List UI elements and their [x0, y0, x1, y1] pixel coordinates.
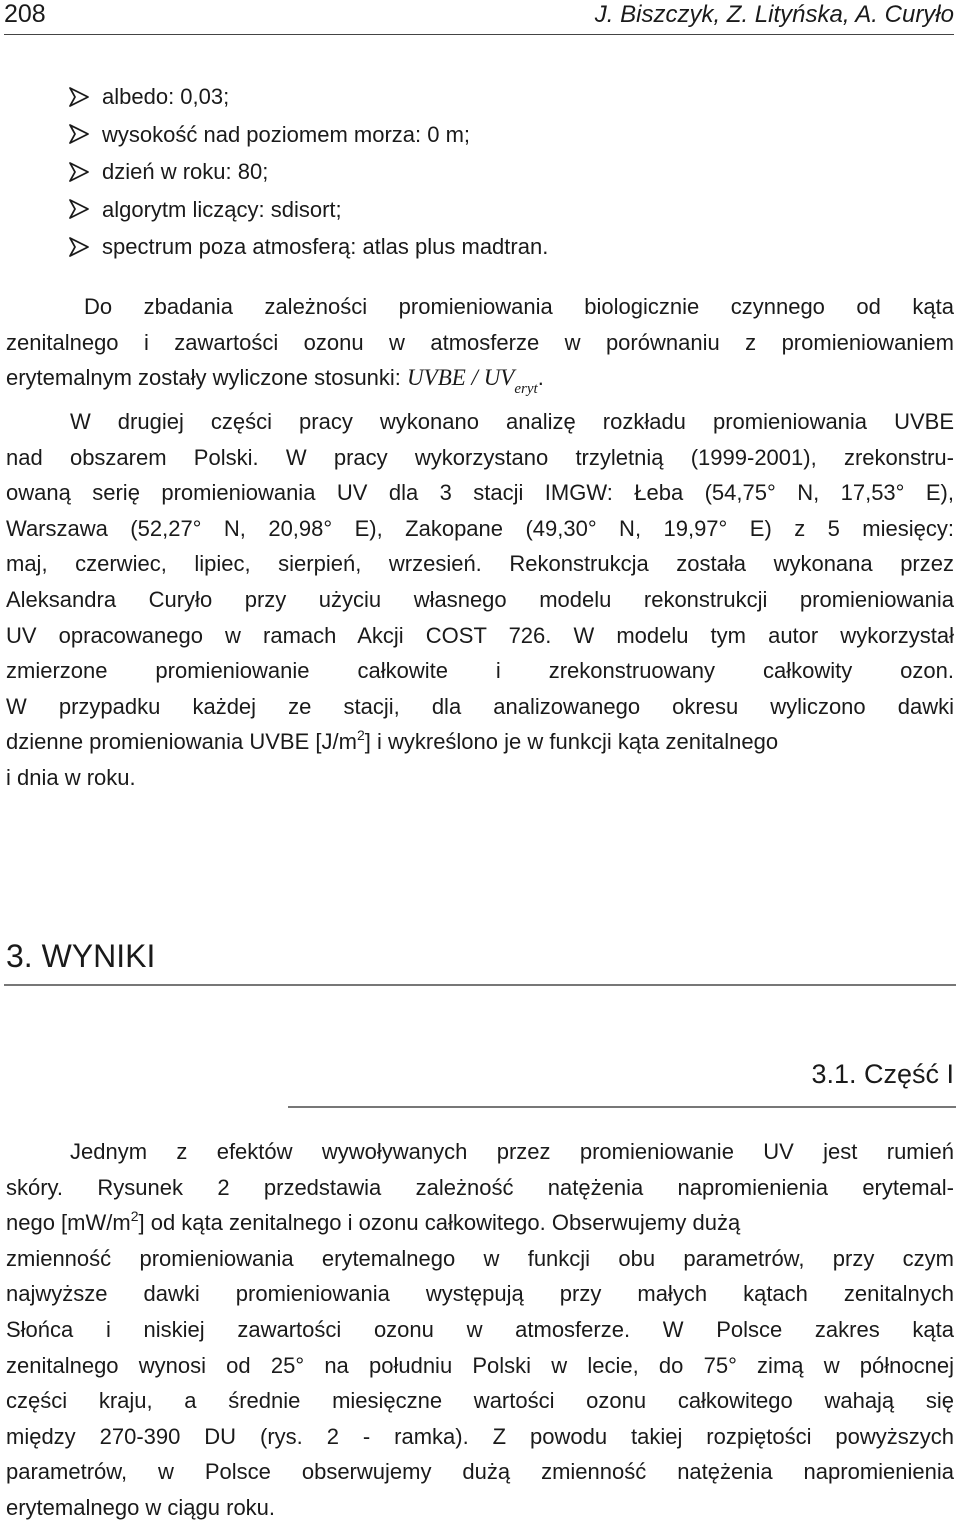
- list-item-text: algorytm liczący: sdisort;: [102, 196, 342, 222]
- formula-main: UVBE / UV: [407, 365, 515, 391]
- list-item: [68, 228, 548, 266]
- text-line: Warszawa (52,27° N, 20,98° E), Zakopane (49,30° N, 19,97° E) z 5 miesięcy:: [6, 515, 954, 541]
- text-line: zenitalnego i zawartości ozonu w atmosferze w porównaniu z promieniowaniem: [6, 329, 954, 355]
- text-line: maj, czerwiec, lipiec, sierpień, wrzesień. Rekonstrukcja została wykonana przez: [6, 551, 954, 577]
- header-rule: [4, 34, 954, 35]
- arrow-bullet-icon: [68, 161, 92, 183]
- text-line: UV opracowanego w ramach Akcji COST 726. W modelu tym autor wykorzystał: [6, 622, 954, 648]
- section-heading: 3. WYNIKI: [6, 938, 156, 974]
- text-line: owaną serię promieniowania UV dla 3 stacji IMGW: Łeba (54,75° N, 17,53° E),: [6, 480, 954, 506]
- arrow-bullet-icon: [68, 236, 92, 258]
- text-line: zenitalnego wynosi od 25° na południu Polski w lecie, do 75° zimą w północnej: [6, 1352, 954, 1378]
- text-line: skóry. Rysunek 2 przedstawia zależność natężenia napromienienia erytemal-: [6, 1174, 954, 1200]
- text-line-start: erytemalnym zostały wyliczone stosunki:: [6, 365, 401, 391]
- list-item: [68, 153, 548, 191]
- list-item: [68, 116, 548, 154]
- text-line-start: dzienne promieniowania UVBE [J/m: [6, 729, 357, 755]
- list-item: [68, 78, 548, 116]
- arrow-bullet-icon: [68, 86, 92, 108]
- text-line: i dnia w roku.: [6, 764, 136, 790]
- text-line: W drugiej części pracy wykonano analizę rozkładu promieniowania UVBE: [70, 409, 954, 434]
- text-line: Do zbadania zależności promieniowania biologicznie czynnego od kąta: [84, 294, 954, 319]
- list-item: [68, 191, 548, 229]
- text-line: parametrów, w Polsce obserwujemy dużą zmienność natężenia napromienienia: [6, 1459, 954, 1485]
- text-line: Jednym z efektów wywoływanych przez promieniowanie UV jest rumień: [70, 1139, 954, 1164]
- text-line: zmienność promieniowania erytemalnego w funkcji obu parametrów, przy czym: [6, 1245, 954, 1271]
- text-line: części kraju, a średnie miesięczne wartości ozonu całkowitego wahają się: [6, 1388, 954, 1414]
- paragraph-results: [6, 1134, 954, 1526]
- list-item-text: wysokość nad poziomem morza: 0 m;: [102, 121, 471, 147]
- bullet-list: [68, 78, 548, 266]
- paragraph-data: [6, 404, 954, 796]
- section-rule: [4, 984, 956, 986]
- running-head: J. Biszczyk, Z. Lityńska, A. Curyło: [594, 1, 954, 28]
- list-item-text: albedo: 0,03;: [102, 84, 230, 109]
- text-line-end: ] od kąta zenitalnego i ozonu całkowitego. Obserwujemy dużą: [138, 1210, 741, 1236]
- text-line: między 270-390 DU (rys. 2 - ramka). Z powodu takiej rozpiętości powyższych: [6, 1423, 954, 1449]
- text-line: [6, 724, 954, 760]
- text-line: erytemalnego w ciągu roku.: [6, 1494, 276, 1520]
- superscript: 2: [356, 727, 365, 744]
- text-line: Aleksandra Curyło przy użyciu własnego modelu rekonstrukcji promieniowania: [6, 586, 954, 612]
- subsection-rule: [288, 1106, 956, 1108]
- text-line: najwyższe dawki promieniowania występują przy małych kątach zenitalnych: [6, 1281, 954, 1307]
- superscript: 2: [130, 1208, 139, 1225]
- subsection-heading: 3.1. Część I: [811, 1059, 954, 1089]
- text-line: [6, 1205, 954, 1241]
- text-line: nad obszarem Polski. W pracy wykorzystano trzyletnią (1999-2001), zrekonstru-: [6, 444, 954, 470]
- ratio-formula: [407, 365, 538, 398]
- list-item-text: spectrum poza atmosferą: atlas plus madtran.: [102, 234, 549, 259]
- arrow-bullet-icon: [68, 198, 92, 220]
- text-line-end: ] i wykreślono je w funkcji kąta zenitalnego: [364, 729, 779, 755]
- page-number: 208: [4, 0, 46, 28]
- text-line: [6, 360, 954, 396]
- text-line-start: nego [mW/m: [6, 1210, 131, 1236]
- text-line-end: .: [537, 365, 544, 391]
- text-line: zmierzone promieniowanie całkowite i zrekonstruowany całkowity ozon.: [6, 658, 954, 684]
- arrow-bullet-icon: [68, 123, 92, 145]
- text-line: Słońca i niskiej zawartości ozonu w atmosferze. W Polsce zakres kąta: [6, 1316, 954, 1342]
- text-line: W przypadku każdej ze stacji, dla analizowanego okresu wyliczono dawki: [6, 693, 954, 719]
- paragraph-methodology: [6, 289, 954, 396]
- list-item-text: dzień w roku: 80;: [102, 159, 269, 184]
- formula-subscript: eryt: [514, 381, 538, 398]
